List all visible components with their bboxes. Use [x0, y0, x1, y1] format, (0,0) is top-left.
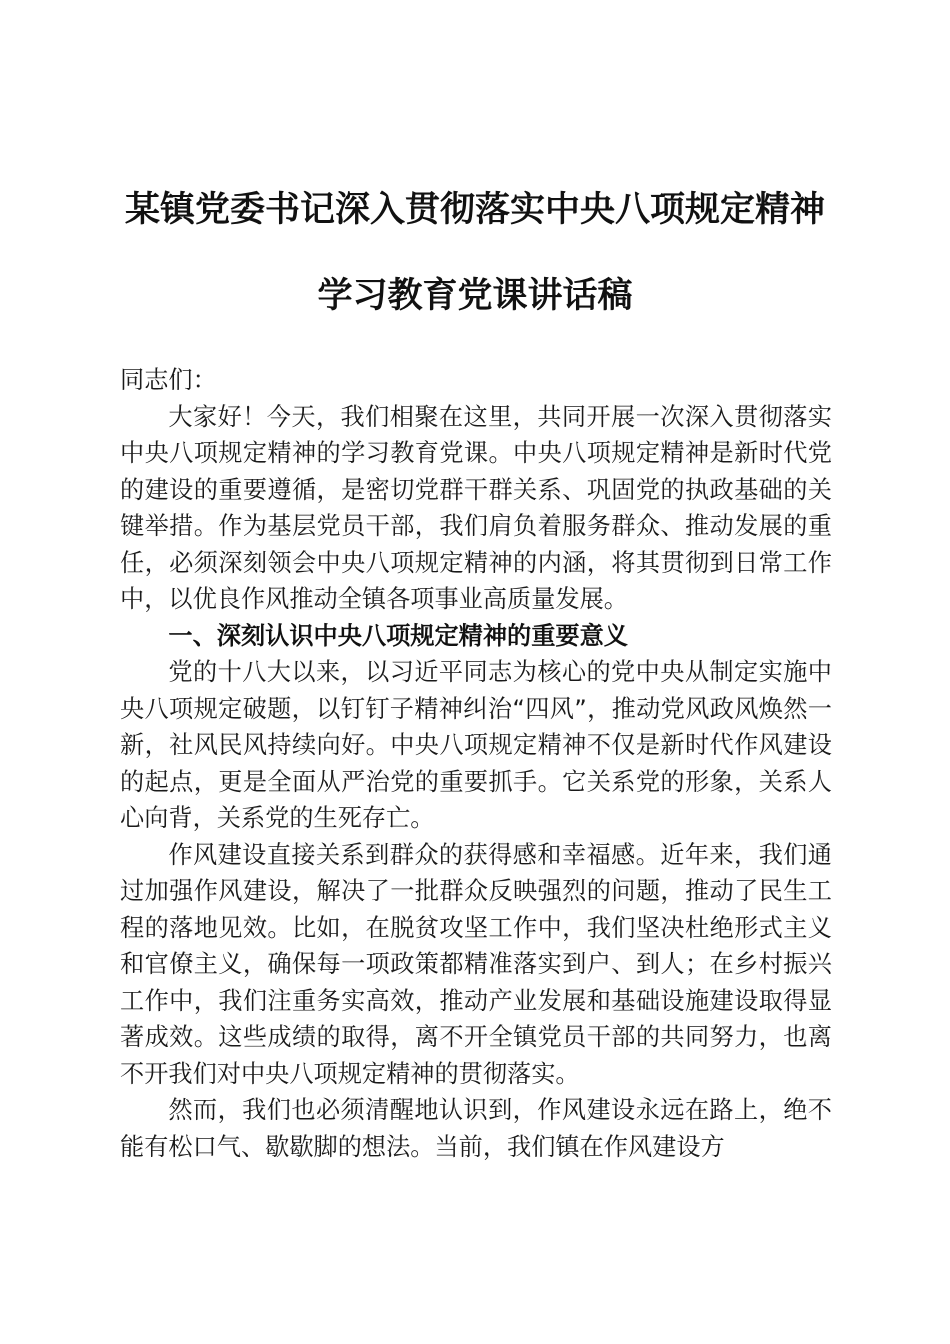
document-body: [120, 362, 832, 1165]
salutation: 同志们：: [120, 366, 217, 394]
title-line-1: 某镇党委书记深入贯彻落实中央八项规定精神: [124, 189, 825, 230]
title-line-2: 学习教育党课讲话稿: [317, 275, 633, 316]
section-heading-1: 一、深刻认识中央八项规定精神的重要意义: [168, 621, 628, 650]
paragraph-section1-a: 党的十八大以来，以习近平同志为核心的党中央从制定实施中央八项规定破题，以钉钉子精神纠治“四风”，推动党风政风焕然一新，社风民风持续向好。中央八项规定精神不仅是新时代作风建设的起点，更是全面从严治党的重要抓手。它关系党的形象，关系人心向背，关系党的生死存亡。: [120, 658, 832, 832]
document-title: [0, 188, 950, 318]
paragraph-intro: 大家好！今天，我们相聚在这里，共同开展一次深入贯彻落实中央八项规定精神的学习教育党课。中央八项规定精神是新时代党的建设的重要遵循，是密切党群干群关系、巩固党的执政基础的关键举措。作为基层党员干部，我们肩负着服务群众、推动发展的重任，必须深刻领会中央八项规定精神的内涵，将其贯彻到日常工作中，以优良作风推动全镇各项事业高质量发展。: [120, 402, 832, 613]
paragraph-section1-b: 作风建设直接关系到群众的获得感和幸福感。近年来，我们通过加强作风建设，解决了一批群众反映强烈的问题，推动了民生工程的落地见效。比如，在脱贫攻坚工作中，我们坚决杜绝形式主义和官僚主义，确保每一项政策都精准落实到户、到人；在乡村振兴工作中，我们注重务实高效，推动产业发展和基础设施建设取得显著成效。这些成绩的取得，离不开全镇党员干部的共同努力，也离不开我们对中央八项规定精神的贯彻落实。: [120, 840, 832, 1088]
paragraph-section1-c: 然而，我们也必须清醒地认识到，作风建设永远在路上，绝不能有松口气、歇歇脚的想法。当前，我们镇在作风建设方: [120, 1096, 832, 1161]
